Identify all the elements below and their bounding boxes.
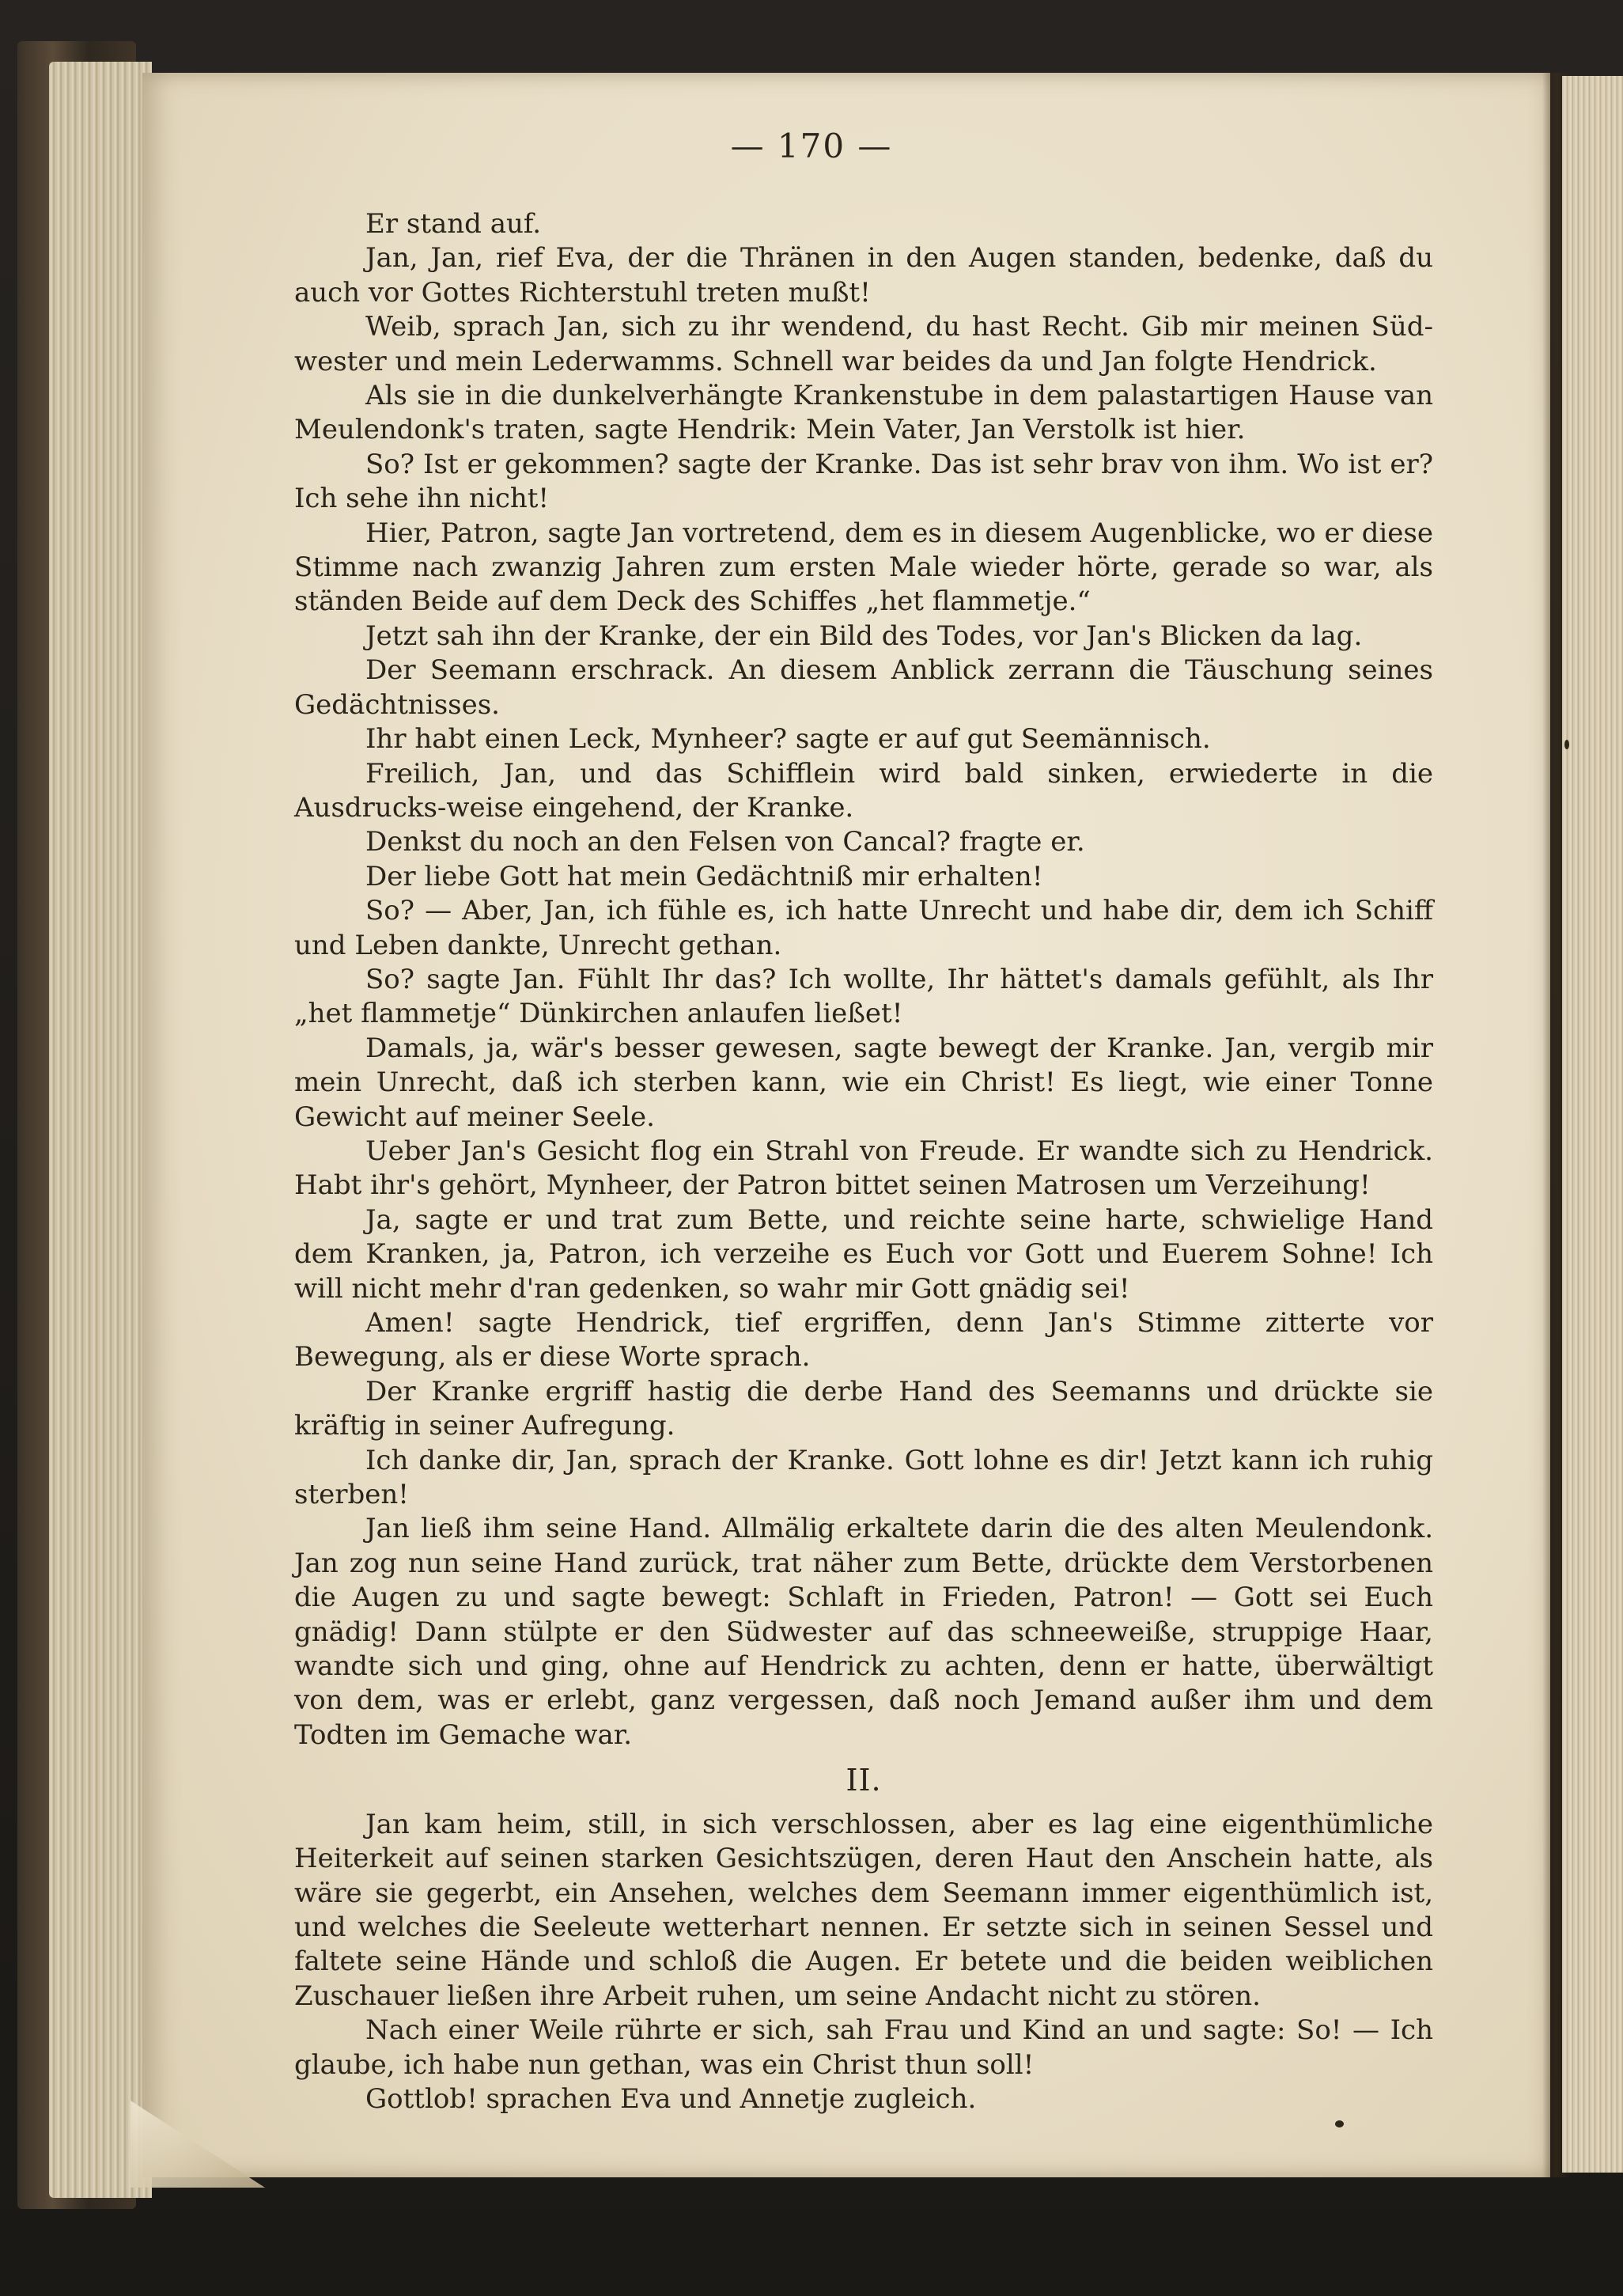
paragraph: Freilich, Jan, und das Schifflein wird bald sinken, erwiederte in die Ausdrucks-weise eingehend, der Kranke.: [294, 757, 1433, 824]
section-heading: II.: [846, 1763, 882, 1798]
paragraph: So? Ist er gekommen? sagte der Kranke. Das ist sehr brav von ihm. Wo ist er? Ich sehe ihn nicht!: [294, 448, 1433, 515]
paragraph: Denkst du noch an den Felsen von Cancal? fragte er.: [365, 826, 1085, 858]
paragraph: So? — Aber, Jan, ich fühle es, ich hatte Unrecht und habe dir, dem ich Schiff und Leben dankte, Unrecht gethan.: [294, 895, 1433, 961]
paragraph: Weib, sprach Jan, sich zu ihr wendend, du hast Recht. Gib mir meinen Süd-wester und mein Lederwamms. Schnell war beides da und Jan folgte Hendrick.: [294, 311, 1433, 377]
paragraph: Hier, Patron, sagte Jan vortretend, dem es in diesem Augenblicke, wo er diese Stimme nach zwanzig Jahren zum ersten Male wieder hörte, gerade so war, als ständen Beide auf dem Deck des Schiffes „het flammetje.“: [294, 517, 1433, 618]
paragraph: So? sagte Jan. Fühlt Ihr das? Ich wollte, Ihr hättet's damals gefühlt, als Ihr „het flammetje“ Dünkirchen anlaufen ließet!: [294, 963, 1433, 1030]
paragraph: Ihr habt einen Leck, Mynheer? sagte er auf gut Seemännisch.: [365, 723, 1211, 756]
paragraph: Nach einer Weile rührte er sich, sah Frau und Kind an und sagte: So! — Ich glaube, ich habe nun gethan, was ein Christ thun soll!: [294, 2014, 1433, 2081]
paragraph: Amen! sagte Hendrick, tief ergriffen, denn Jan's Stimme zitterte vor Bewegung, als er diese Worte sprach.: [294, 1307, 1433, 1373]
body-text: [294, 207, 1433, 2116]
paragraph: Der liebe Gott hat mein Gedächtniß mir erhalten!: [365, 860, 1043, 892]
paragraph: Er stand auf.: [365, 208, 542, 240]
paragraph: Jan kam heim, still, in sich verschlossen, aber es lag eine eigenthümliche Heiterkeit auf seinen starken Gesichtszügen, deren Haut den Anschein hatte, als wäre sie gegerbt, ein Ansehen, welches dem Seemann immer eigenthümlich ist, und welches die Seeleute wetterhart nennen. Er setzte sich in seinen Sessel und faltete seine Hände und schloß die Augen. Er betete und die beiden weiblichen Zuschauer ließen ihre Arbeit ruhen, um seine Andacht nicht zu stören.: [294, 1808, 1433, 2012]
paragraph: Ja, sagte er und trat zum Bette, und reichte seine harte, schwielige Hand dem Kranken, ja, Patron, ich verzeihe es Euch vor Gott und Euerem Sohne! Ich will nicht mehr d'ran gedenken, so wahr mir Gott gnädig sei!: [294, 1203, 1433, 1305]
paragraph: Damals, ja, wär's besser gewesen, sagte bewegt der Kranke. Jan, vergib mir mein Unrecht, daß ich sterben kann, wie ein Christ! Es liegt, wie einer Tonne Gewicht auf meiner Seele.: [294, 1032, 1433, 1133]
paragraph: Ueber Jan's Gesicht flog ein Strahl von Freude. Er wandte sich zu Hendrick. Habt ihr's gehört, Mynheer, der Patron bittet seinen Matrosen um Verzeihung!: [294, 1135, 1433, 1202]
paragraph: Als sie in die dunkelverhängte Krankenstube in dem palastartigen Hause van Meulendonk's traten, sagte Hendrik: Mein Vater, Jan Verstolk ist hier.: [294, 380, 1433, 446]
paragraph: Der Seemann erschrack. An diesem Anblick zerrann die Täuschung seines Gedächtnisses.: [294, 654, 1433, 721]
left-page-edges: [49, 62, 152, 2198]
page-number: — 170 —: [730, 127, 893, 165]
paragraph: Ich danke dir, Jan, sprach der Kranke. Gott lohne es dir! Jetzt kann ich ruhig sterben!: [294, 1444, 1433, 1511]
ink-spot: [1335, 2120, 1344, 2127]
paragraph: Jan, Jan, rief Eva, der die Thränen in den Augen standen, bedenke, daß du auch vor Gottes Richterstuhl treten mußt!: [294, 242, 1433, 309]
paragraph: Jetzt sah ihn der Kranke, der ein Bild des Todes, vor Jan's Blicken da lag.: [365, 619, 1363, 652]
ink-spot: [1564, 740, 1569, 749]
paragraph: Gottlob! sprachen Eva und Annetje zugleich.: [365, 2082, 977, 2115]
paragraph: Jan ließ ihm seine Hand. Allmälig erkaltete darin die des alten Meulendonk. Jan zog nun seine Hand zurück, trat näher zum Bette, drückte dem Verstorbenen die Augen zu und sagte bewegt: Schlaft in Frieden, Patron! — Gott sei Euch gnädig! Dann stülpte er den Südwester auf das schneeweiße, struppige Haar, wandte sich und ging, ohne auf Hendrick zu achten, denn er hatte, überwältigt von dem, was er erlebt, ganz vergessen, daß noch Jemand außer ihm und dem Todten im Gemache war.: [294, 1513, 1433, 1751]
right-page-edges: [1562, 76, 1623, 2173]
paragraph: Der Kranke ergriff hastig die derbe Hand des Seemanns und drückte sie kräftig in seiner Aufregung.: [294, 1375, 1433, 1442]
